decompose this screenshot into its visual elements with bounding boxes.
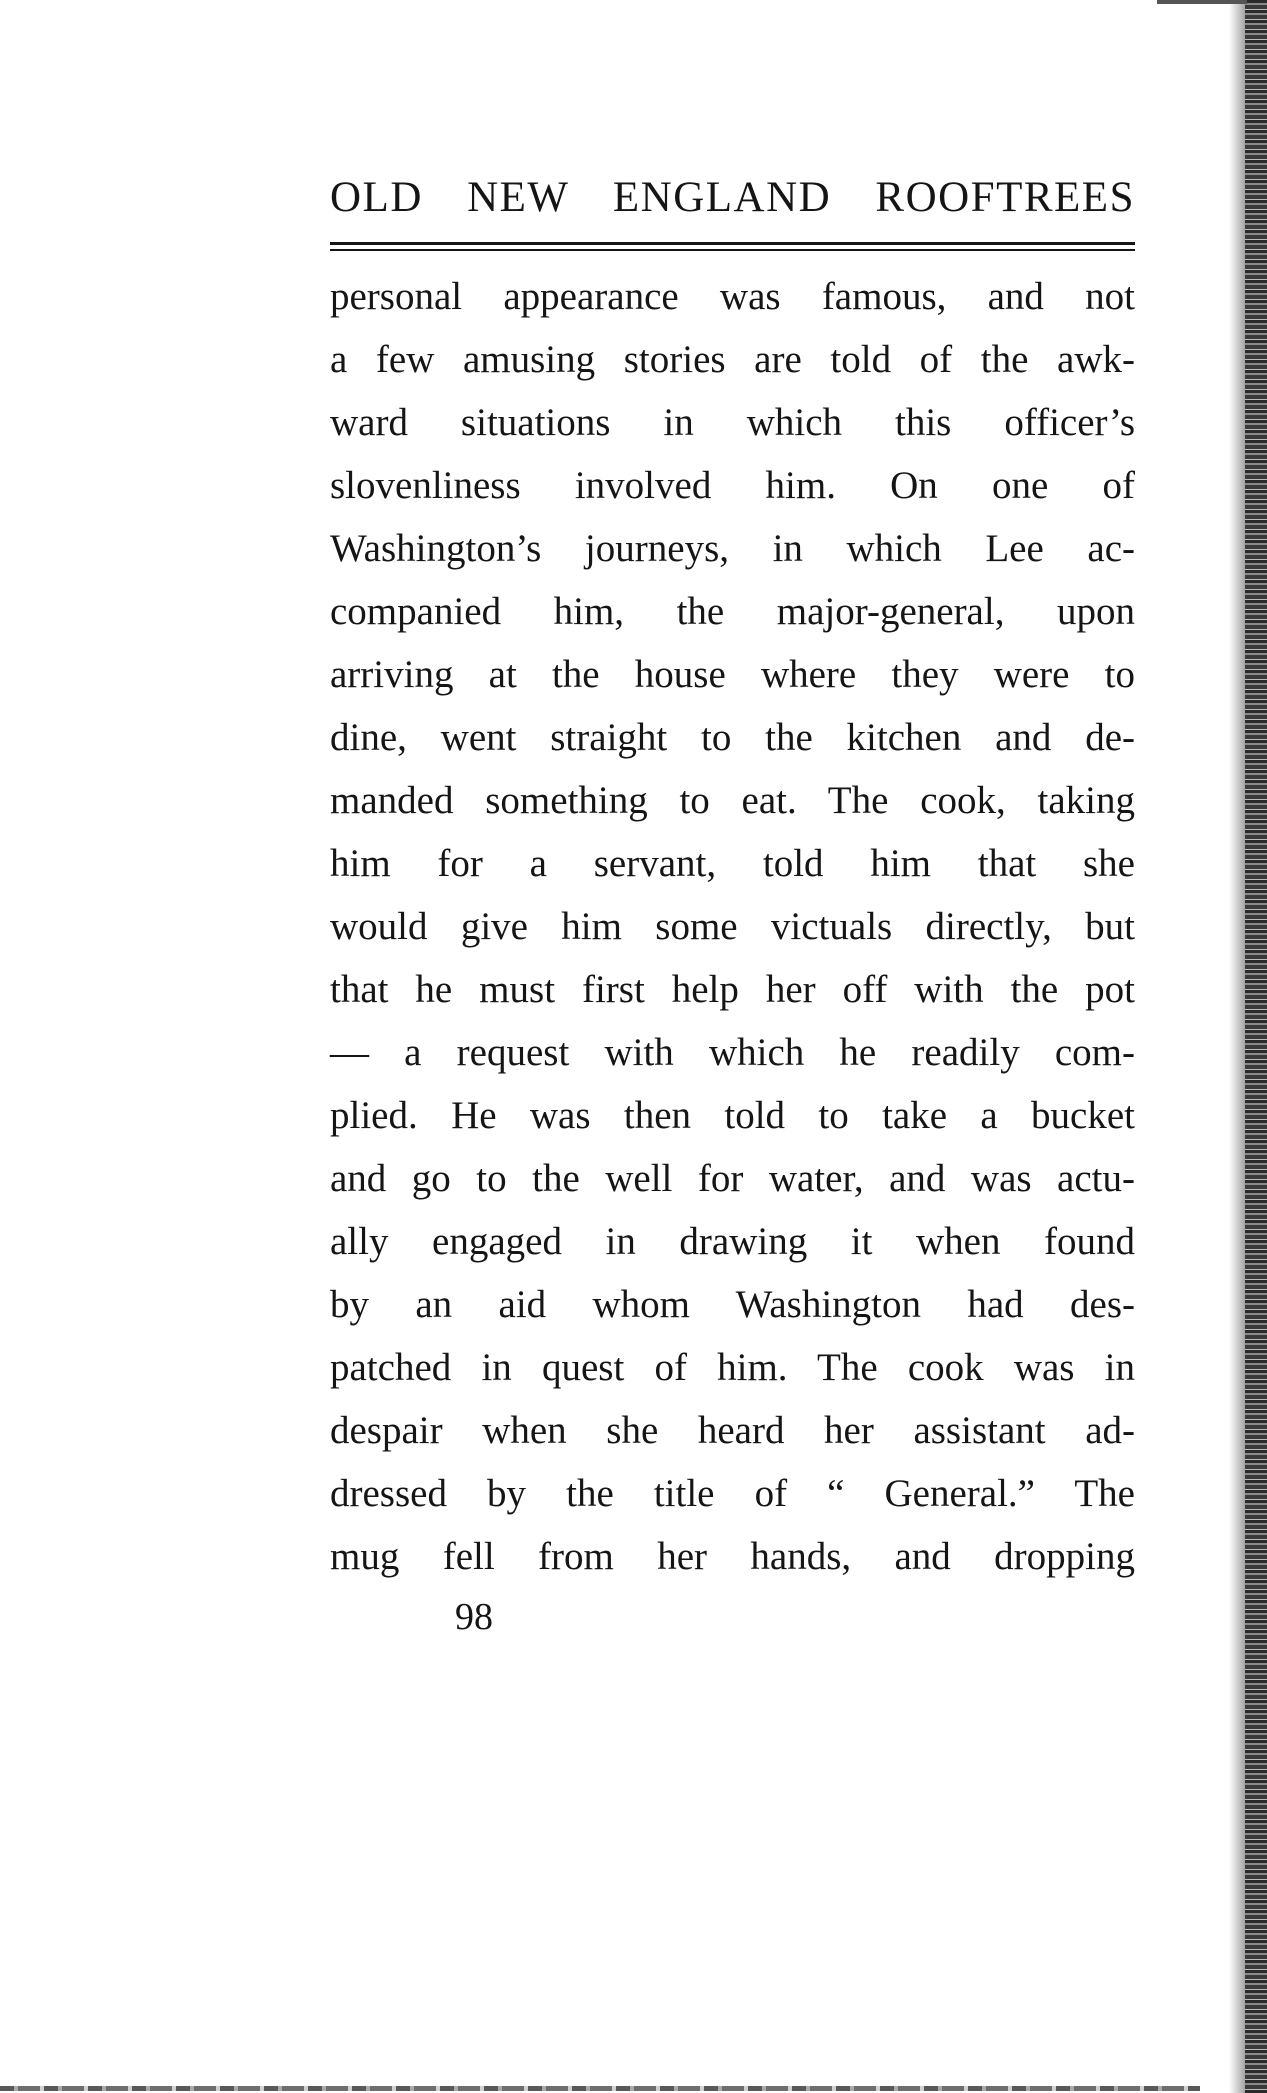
text-line: dine, went straight to the kitchen and de-	[330, 716, 1135, 759]
text-line: ally engaged in drawing it when found	[330, 1220, 1135, 1263]
text-line: Washington’s journeys, in which Lee ac-	[330, 527, 1135, 570]
page-number: 98	[455, 1596, 493, 1638]
page-edge	[1245, 0, 1267, 2093]
running-head: OLD NEW ENGLAND ROOFTREES	[330, 174, 1135, 221]
body-text	[330, 265, 1135, 1588]
header-rule	[330, 242, 1135, 251]
text-line: slovenliness involved him. On one of	[330, 464, 1135, 507]
text-block	[330, 170, 1135, 1588]
text-line: despair when she heard her assistant ad-	[330, 1409, 1135, 1452]
text-line: dressed by the title of “ General.” The	[330, 1472, 1135, 1515]
page-edge-shadow	[1229, 0, 1245, 2093]
text-line: personal appearance was famous, and not	[330, 275, 1135, 318]
text-line: arriving at the house where they were to	[330, 653, 1135, 696]
text-line: patched in quest of him. The cook was in	[330, 1346, 1135, 1389]
text-line: plied. He was then told to take a bucket	[330, 1094, 1135, 1137]
corner-mark	[1157, 0, 1247, 4]
text-line: companied him, the major-general, upon	[330, 590, 1135, 633]
text-line: ward situations in which this officer’s	[330, 401, 1135, 444]
text-line: — a request with which he readily com-	[330, 1031, 1135, 1074]
text-line: him for a servant, told him that she	[330, 842, 1135, 885]
text-line: a few amusing stories are told of the awk-	[330, 338, 1135, 381]
text-line: by an aid whom Washington had des-	[330, 1283, 1135, 1326]
bottom-edge	[0, 2086, 1200, 2091]
text-line: that he must first help her off with the pot	[330, 968, 1135, 1011]
text-line: would give him some victuals directly, but	[330, 905, 1135, 948]
text-line: and go to the well for water, and was actu-	[330, 1157, 1135, 1200]
text-line: mug fell from her hands, and dropping	[330, 1535, 1135, 1578]
text-line: manded something to eat. The cook, taking	[330, 779, 1135, 822]
